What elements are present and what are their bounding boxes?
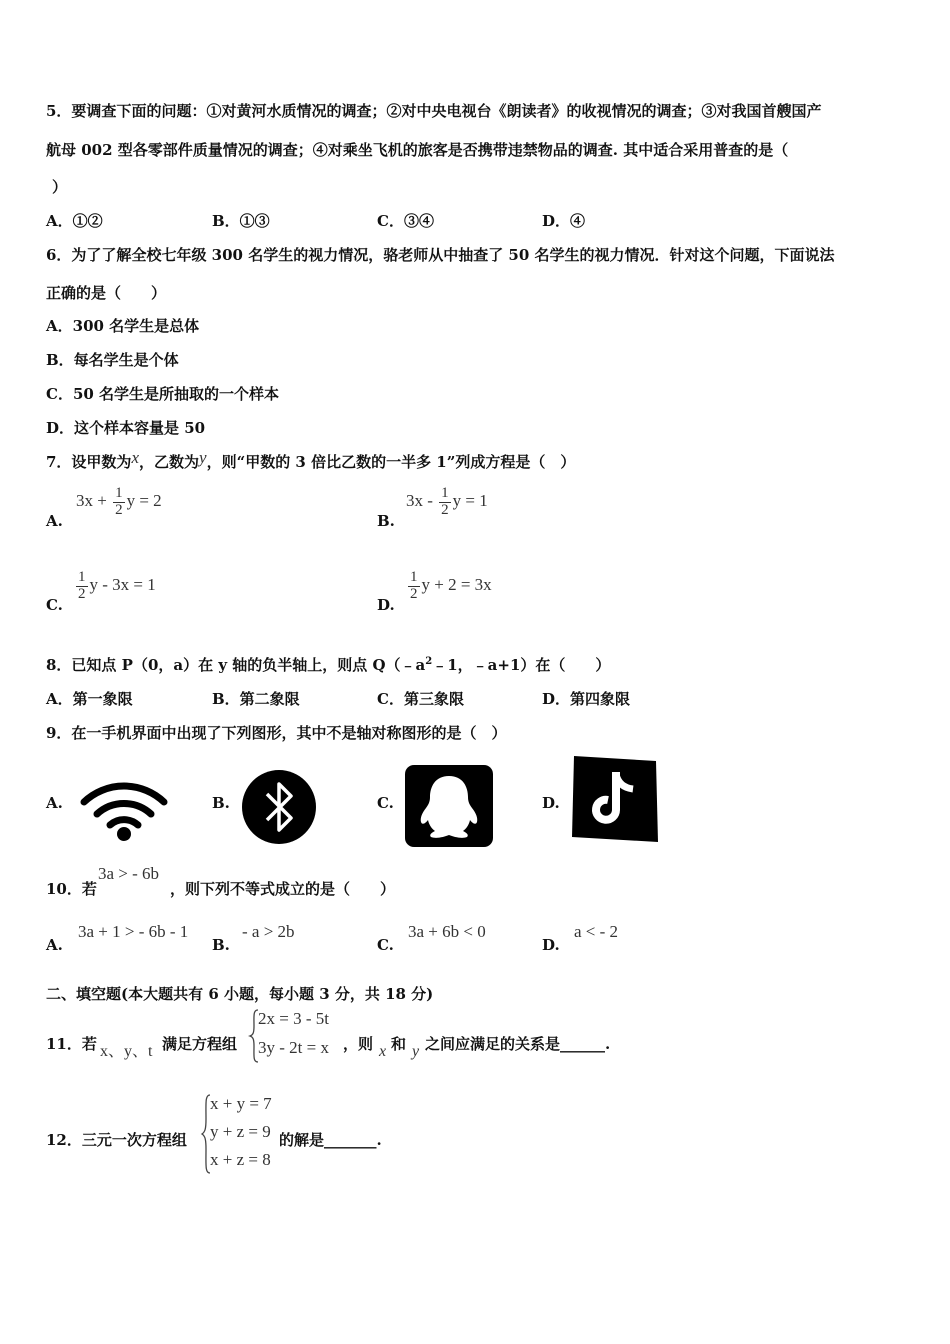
q12-stem-b: 的解是_______. bbox=[279, 1131, 382, 1149]
q7-option-a-equation: 3x + $\frac{1}{2}$ y = 2 bbox=[76, 485, 162, 518]
q7-var-x: x bbox=[131, 448, 139, 467]
q9-label-d: D. bbox=[542, 794, 560, 812]
q7-label-d: D. bbox=[377, 596, 395, 614]
q6-option-d: D．这个样本容量是 50 bbox=[46, 419, 206, 437]
q11-stem-a: 满足方程组 bbox=[162, 1035, 238, 1053]
fraction: $\frac{1}{2}$ bbox=[410, 569, 418, 602]
q11-var-x: x bbox=[379, 1043, 387, 1060]
q6-option-b: B．每名学生是个体 bbox=[46, 351, 179, 369]
q7-label-b: B. bbox=[377, 512, 395, 530]
q10-condition: 3a > - 6b bbox=[98, 864, 160, 883]
q9-label-c: C. bbox=[377, 794, 394, 812]
q11-stem-d: 之间应满足的关系是______. bbox=[425, 1035, 611, 1053]
q8-option-d: D．第四象限 bbox=[542, 690, 631, 708]
section-heading: 二、填空题(本大题共有 6 小题，每小题 3 分，共 18 分) bbox=[46, 985, 434, 1003]
tiktok-icon bbox=[570, 754, 660, 844]
q5-option-a: A．①② bbox=[46, 212, 103, 230]
q12-eq2: y + z = 9 bbox=[210, 1122, 271, 1141]
q10-label-b: B. bbox=[212, 936, 230, 954]
q7-var-y: y bbox=[199, 448, 207, 467]
q8-option-c: C．第三象限 bbox=[377, 690, 464, 708]
fraction: $\frac{1}{2}$ bbox=[441, 485, 449, 518]
q6-option-a: A．300 名学生是总体 bbox=[46, 317, 200, 335]
q9-stem: 9．在一手机界面中出现了下列图形，其中不是轴对称图形的是（ ） bbox=[46, 724, 507, 742]
q11-stem-b: ，则 bbox=[343, 1035, 374, 1053]
q6-line2: 正确的是（ ） bbox=[46, 284, 167, 302]
q11-stem-c: 和 bbox=[391, 1035, 407, 1053]
bluetooth-icon bbox=[240, 768, 320, 846]
q7-option-c-equation: $\frac{1}{2}$ y - 3x = 1 bbox=[78, 569, 156, 602]
q7-option-b-equation: 3x - $\frac{1}{2}$ y = 1 bbox=[406, 485, 488, 518]
q7-label-a: A. bbox=[46, 512, 63, 530]
q8-option-b: B．第二象限 bbox=[212, 690, 300, 708]
q11-var-y: y bbox=[412, 1043, 420, 1060]
q6-line1: 6．为了了解全校七年级 300 名学生的视力情况，骆老师从中抽查了 50 名学生的视力情况．针对这个问题，下面说法 bbox=[46, 246, 835, 264]
q6-option-c: C．50 名学生是所抽取的一个样本 bbox=[46, 385, 280, 403]
q10-option-a: 3a + 1 > - 6b - 1 bbox=[78, 922, 189, 941]
q9-label-b: B. bbox=[212, 794, 230, 812]
q11-num: 11．若 bbox=[46, 1035, 97, 1053]
q11-vars: x、y、t bbox=[100, 1043, 153, 1060]
wifi-icon bbox=[80, 778, 168, 842]
q7-option-d-equation: $\frac{1}{2}$ y + 2 = 3x bbox=[410, 569, 492, 602]
q5-line2: 航母 002 型各零部件质量情况的调查；④对乘坐飞机的旅客是否携带违禁物品的调查. 其中适合采用普查的是（ bbox=[46, 141, 789, 159]
q8-stem: 8．已知点 P（0，a）在 y 轴的负半轴上，则点 $Q(﹣a^2﹣1$，﹣a+1）在（ ） bbox=[46, 656, 611, 674]
q10-option-d: a < - 2 bbox=[574, 922, 619, 941]
q12-eq3: x + z = 8 bbox=[210, 1150, 271, 1169]
q7-label-c: C. bbox=[46, 596, 63, 614]
q11-eq1: 2x = 3 - 5t bbox=[258, 1009, 329, 1028]
q10-stem: ，则下列不等式成立的是（ ） bbox=[170, 880, 396, 898]
q12-eq1: x + y = 7 bbox=[210, 1094, 272, 1113]
q12-stem-a: 12．三元一次方程组 bbox=[46, 1131, 187, 1149]
q5-option-c: C．③④ bbox=[377, 212, 434, 230]
q11-eq2: 3y - 2t = x bbox=[258, 1038, 329, 1057]
q5-option-b: B．①③ bbox=[212, 212, 270, 230]
q10-option-c: 3a + 6b < 0 bbox=[408, 922, 486, 941]
fraction: $\frac{1}{2}$ bbox=[78, 569, 86, 602]
q10-label-a: A. bbox=[46, 936, 63, 954]
q10-num: 10．若 bbox=[46, 880, 97, 898]
q5-option-d: D．④ bbox=[542, 212, 586, 230]
q10-option-b: - a > 2b bbox=[242, 922, 295, 941]
fraction: $\frac{1}{2}$ bbox=[115, 485, 123, 518]
q5-line1: 5．要调查下面的问题：①对黄河水质情况的调查；②对中央电视台《朗读者》的收视情况的调查；③对我国首艘国产 bbox=[46, 102, 822, 120]
q5-line3: ） bbox=[52, 178, 68, 196]
q8-option-a: A．第一象限 bbox=[46, 690, 133, 708]
q7-stem: 7．设甲数为x，乙数为y，则“甲数的 3 倍比乙数的一半多 1”列成方程是（ ） bbox=[46, 448, 576, 471]
qq-penguin-icon bbox=[404, 764, 494, 848]
q10-label-d: D. bbox=[542, 936, 560, 954]
q9-label-a: A. bbox=[46, 794, 63, 812]
q10-label-c: C. bbox=[377, 936, 394, 954]
